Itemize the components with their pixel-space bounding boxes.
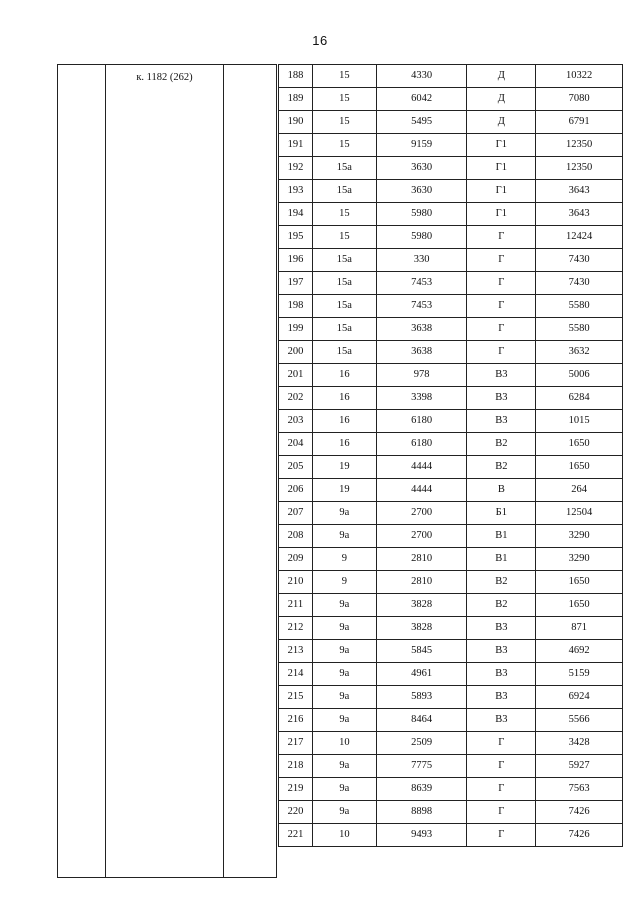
col-b-cell: 5893 <box>376 686 467 709</box>
col-a-cell: 9а <box>312 686 376 709</box>
col-b-cell: 7453 <box>376 272 467 295</box>
table-row <box>279 732 623 755</box>
left-column-label <box>105 64 223 878</box>
table-row <box>279 65 623 88</box>
col-a-cell: 9а <box>312 778 376 801</box>
table-row <box>279 203 623 226</box>
col-d-cell: 264 <box>536 479 623 502</box>
table-row <box>279 134 623 157</box>
row-number-cell: 210 <box>279 571 313 594</box>
col-c-cell: Г <box>467 778 536 801</box>
col-a-cell: 16 <box>312 364 376 387</box>
table-row <box>279 180 623 203</box>
col-a-cell: 15а <box>312 272 376 295</box>
col-c-cell: Г <box>467 824 536 847</box>
row-number-cell: 208 <box>279 525 313 548</box>
col-c-cell: Г <box>467 341 536 364</box>
col-d-cell: 7430 <box>536 249 623 272</box>
row-number-cell: 202 <box>279 387 313 410</box>
col-b-cell: 5980 <box>376 226 467 249</box>
col-b-cell: 4330 <box>376 65 467 88</box>
row-number-cell: 209 <box>279 548 313 571</box>
table-row <box>279 663 623 686</box>
col-a-cell: 19 <box>312 456 376 479</box>
row-number-cell: 205 <box>279 456 313 479</box>
col-a-cell: 15 <box>312 111 376 134</box>
col-a-cell: 9а <box>312 525 376 548</box>
table-row <box>279 295 623 318</box>
col-d-cell: 7426 <box>536 801 623 824</box>
col-c-cell: Г <box>467 272 536 295</box>
row-number-cell: 198 <box>279 295 313 318</box>
row-number-cell: 192 <box>279 157 313 180</box>
table-row <box>279 157 623 180</box>
col-b-cell: 2509 <box>376 732 467 755</box>
col-c-cell: Г1 <box>467 134 536 157</box>
col-b-cell: 3630 <box>376 157 467 180</box>
table-row <box>279 479 623 502</box>
row-number-cell: 197 <box>279 272 313 295</box>
col-b-cell: 4444 <box>376 479 467 502</box>
col-d-cell: 12350 <box>536 134 623 157</box>
row-number-cell: 204 <box>279 433 313 456</box>
col-c-cell: В3 <box>467 387 536 410</box>
row-number-cell: 206 <box>279 479 313 502</box>
col-a-cell: 15а <box>312 180 376 203</box>
col-c-cell: В3 <box>467 709 536 732</box>
col-b-cell: 330 <box>376 249 467 272</box>
document-table <box>57 64 623 878</box>
row-number-cell: 215 <box>279 686 313 709</box>
row-number-cell: 188 <box>279 65 313 88</box>
col-d-cell: 5580 <box>536 318 623 341</box>
row-number-cell: 211 <box>279 594 313 617</box>
col-d-cell: 5566 <box>536 709 623 732</box>
col-c-cell: Г1 <box>467 157 536 180</box>
table-row <box>279 571 623 594</box>
col-c-cell: В3 <box>467 617 536 640</box>
table-row <box>279 617 623 640</box>
col-d-cell: 871 <box>536 617 623 640</box>
table-row <box>279 318 623 341</box>
row-number-cell: 201 <box>279 364 313 387</box>
col-d-cell: 7426 <box>536 824 623 847</box>
col-a-cell: 15а <box>312 318 376 341</box>
row-number-cell: 216 <box>279 709 313 732</box>
col-b-cell: 5980 <box>376 203 467 226</box>
col-b-cell: 3638 <box>376 341 467 364</box>
col-d-cell: 3643 <box>536 203 623 226</box>
table-row <box>279 709 623 732</box>
col-d-cell: 10322 <box>536 65 623 88</box>
col-c-cell: Г1 <box>467 180 536 203</box>
row-number-cell: 194 <box>279 203 313 226</box>
col-c-cell: Д <box>467 88 536 111</box>
col-c-cell: Г <box>467 249 536 272</box>
col-b-cell: 7453 <box>376 295 467 318</box>
row-number-cell: 221 <box>279 824 313 847</box>
col-a-cell: 15 <box>312 226 376 249</box>
col-b-cell: 3638 <box>376 318 467 341</box>
col-c-cell: Г1 <box>467 203 536 226</box>
col-c-cell: Г <box>467 801 536 824</box>
col-b-cell: 9159 <box>376 134 467 157</box>
col-c-cell: Г <box>467 732 536 755</box>
col-a-cell: 9а <box>312 663 376 686</box>
col-c-cell: В2 <box>467 571 536 594</box>
col-a-cell: 15а <box>312 295 376 318</box>
left-column-blank <box>223 64 277 878</box>
row-number-cell: 191 <box>279 134 313 157</box>
col-c-cell: В2 <box>467 594 536 617</box>
col-c-cell: Д <box>467 65 536 88</box>
col-b-cell: 2810 <box>376 571 467 594</box>
row-number-cell: 217 <box>279 732 313 755</box>
row-number-cell: 219 <box>279 778 313 801</box>
col-d-cell: 3643 <box>536 180 623 203</box>
col-d-cell: 1650 <box>536 594 623 617</box>
col-b-cell: 2810 <box>376 548 467 571</box>
col-b-cell: 3398 <box>376 387 467 410</box>
col-c-cell: В3 <box>467 640 536 663</box>
col-a-cell: 10 <box>312 824 376 847</box>
col-d-cell: 1650 <box>536 433 623 456</box>
col-b-cell: 8464 <box>376 709 467 732</box>
col-d-cell: 5927 <box>536 755 623 778</box>
table-row <box>279 755 623 778</box>
row-number-cell: 212 <box>279 617 313 640</box>
col-b-cell: 2700 <box>376 502 467 525</box>
col-b-cell: 3828 <box>376 594 467 617</box>
col-d-cell: 4692 <box>536 640 623 663</box>
col-a-cell: 9а <box>312 502 376 525</box>
col-c-cell: В1 <box>467 548 536 571</box>
col-c-cell: В2 <box>467 456 536 479</box>
row-number-cell: 213 <box>279 640 313 663</box>
col-b-cell: 4961 <box>376 663 467 686</box>
row-number-cell: 214 <box>279 663 313 686</box>
col-a-cell: 15а <box>312 341 376 364</box>
col-c-cell: В3 <box>467 663 536 686</box>
table-row <box>279 640 623 663</box>
row-number-cell: 199 <box>279 318 313 341</box>
table-row <box>279 111 623 134</box>
col-a-cell: 16 <box>312 410 376 433</box>
col-a-cell: 9 <box>312 548 376 571</box>
table-row <box>279 594 623 617</box>
col-d-cell: 6924 <box>536 686 623 709</box>
col-b-cell: 7775 <box>376 755 467 778</box>
col-a-cell: 19 <box>312 479 376 502</box>
table-row <box>279 456 623 479</box>
col-a-cell: 15а <box>312 249 376 272</box>
table-row <box>279 525 623 548</box>
table-row <box>279 433 623 456</box>
row-number-cell: 203 <box>279 410 313 433</box>
col-c-cell: Г <box>467 318 536 341</box>
col-a-cell: 15 <box>312 203 376 226</box>
col-b-cell: 4444 <box>376 456 467 479</box>
col-c-cell: В <box>467 479 536 502</box>
col-b-cell: 8898 <box>376 801 467 824</box>
col-c-cell: Г <box>467 755 536 778</box>
col-a-cell: 15 <box>312 65 376 88</box>
col-d-cell: 6791 <box>536 111 623 134</box>
col-b-cell: 6180 <box>376 410 467 433</box>
col-d-cell: 7430 <box>536 272 623 295</box>
row-number-cell: 218 <box>279 755 313 778</box>
col-d-cell: 7563 <box>536 778 623 801</box>
table-row <box>279 88 623 111</box>
col-c-cell: В3 <box>467 686 536 709</box>
col-c-cell: В3 <box>467 364 536 387</box>
col-d-cell: 7080 <box>536 88 623 111</box>
col-c-cell: В2 <box>467 433 536 456</box>
col-b-cell: 5495 <box>376 111 467 134</box>
table-row <box>279 364 623 387</box>
row-number-cell: 220 <box>279 801 313 824</box>
col-c-cell: Г <box>467 226 536 249</box>
col-a-cell: 9а <box>312 755 376 778</box>
col-d-cell: 6284 <box>536 387 623 410</box>
col-d-cell: 3632 <box>536 341 623 364</box>
table-row <box>279 548 623 571</box>
col-a-cell: 9а <box>312 640 376 663</box>
col-d-cell: 5580 <box>536 295 623 318</box>
col-b-cell: 3630 <box>376 180 467 203</box>
row-number-cell: 207 <box>279 502 313 525</box>
data-table <box>278 64 623 847</box>
col-b-cell: 6042 <box>376 88 467 111</box>
left-columns <box>57 64 277 878</box>
col-c-cell: В1 <box>467 525 536 548</box>
table-row <box>279 249 623 272</box>
table-row <box>279 824 623 847</box>
col-c-cell: В3 <box>467 410 536 433</box>
left-column-empty <box>57 64 105 878</box>
row-number-cell: 195 <box>279 226 313 249</box>
table-row <box>279 272 623 295</box>
col-a-cell: 15а <box>312 157 376 180</box>
row-number-cell: 196 <box>279 249 313 272</box>
table-row <box>279 686 623 709</box>
col-d-cell: 12350 <box>536 157 623 180</box>
row-number-cell: 193 <box>279 180 313 203</box>
col-d-cell: 3290 <box>536 525 623 548</box>
data-table-body <box>279 65 623 847</box>
col-d-cell: 5006 <box>536 364 623 387</box>
col-d-cell: 5159 <box>536 663 623 686</box>
col-c-cell: Д <box>467 111 536 134</box>
table-row <box>279 778 623 801</box>
col-b-cell: 5845 <box>376 640 467 663</box>
table-row <box>279 801 623 824</box>
col-c-cell: Г <box>467 295 536 318</box>
table-row <box>279 502 623 525</box>
col-a-cell: 16 <box>312 433 376 456</box>
route-label: к. 1182 (262) <box>136 72 193 83</box>
col-d-cell: 1650 <box>536 571 623 594</box>
row-number-cell: 189 <box>279 88 313 111</box>
col-a-cell: 9а <box>312 709 376 732</box>
col-a-cell: 10 <box>312 732 376 755</box>
col-b-cell: 3828 <box>376 617 467 640</box>
col-a-cell: 15 <box>312 88 376 111</box>
col-b-cell: 6180 <box>376 433 467 456</box>
col-d-cell: 12424 <box>536 226 623 249</box>
table-row <box>279 387 623 410</box>
col-d-cell: 12504 <box>536 502 623 525</box>
col-b-cell: 8639 <box>376 778 467 801</box>
col-a-cell: 16 <box>312 387 376 410</box>
row-number-cell: 190 <box>279 111 313 134</box>
page-number: 16 <box>312 33 328 48</box>
col-a-cell: 9а <box>312 801 376 824</box>
col-d-cell: 3290 <box>536 548 623 571</box>
col-b-cell: 9493 <box>376 824 467 847</box>
table-row <box>279 410 623 433</box>
col-b-cell: 978 <box>376 364 467 387</box>
row-number-cell: 200 <box>279 341 313 364</box>
col-d-cell: 1015 <box>536 410 623 433</box>
col-a-cell: 9а <box>312 617 376 640</box>
table-row <box>279 341 623 364</box>
col-a-cell: 9а <box>312 594 376 617</box>
col-a-cell: 15 <box>312 134 376 157</box>
col-c-cell: Б1 <box>467 502 536 525</box>
col-a-cell: 9 <box>312 571 376 594</box>
col-d-cell: 3428 <box>536 732 623 755</box>
table-row <box>279 226 623 249</box>
col-b-cell: 2700 <box>376 525 467 548</box>
col-d-cell: 1650 <box>536 456 623 479</box>
